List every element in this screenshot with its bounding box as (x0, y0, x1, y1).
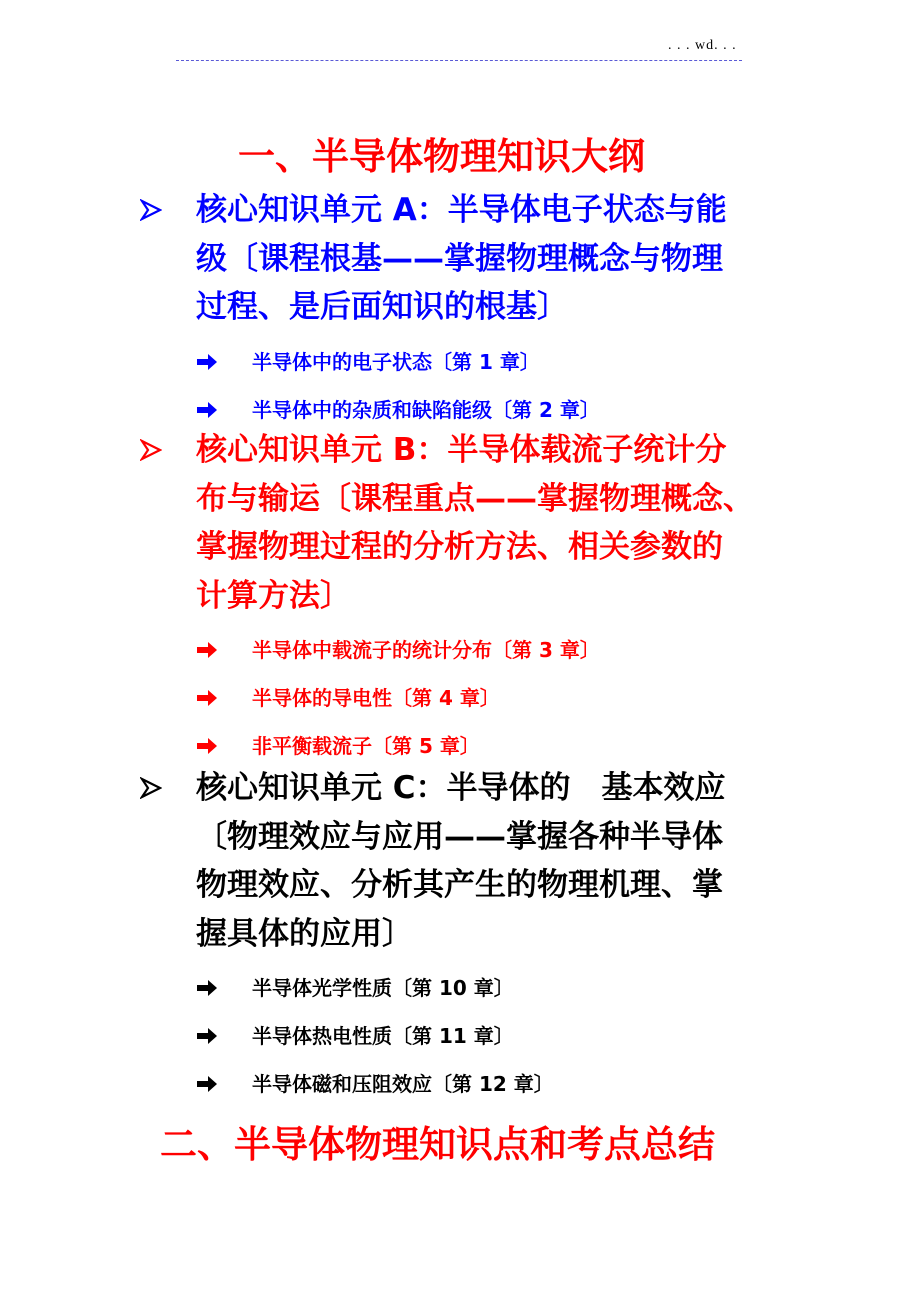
unit-b-line-1: 核心知识单元 B：半导体载流子统计分 (196, 432, 727, 468)
outline-title: 一、半导体物理知识大纲 (238, 135, 645, 178)
unit-b-heading (140, 426, 800, 620)
header-divider (176, 60, 742, 61)
list-item (140, 1012, 800, 1060)
unit-b-line-4: 计算方法〕 (196, 577, 351, 614)
hollow-arrow-bullet-icon (140, 426, 174, 474)
unit-c-line-2: 〔物理效应与应用——掌握各种半导体 (196, 818, 723, 855)
chapter-label: 半导体中载流子的统计分布〔第 3 章〕 (252, 638, 600, 662)
unit-c-line-1: 核心知识单元 C：半导体的 基本效应 (196, 770, 726, 806)
chapter-label: 半导体磁和压阻效应〔第 12 章〕 (252, 1072, 554, 1096)
chapter-label: 非平衡载流子〔第 5 章〕 (252, 734, 480, 758)
arrow-right-icon (196, 737, 218, 755)
list-item (140, 722, 800, 770)
unit-c-heading (140, 764, 800, 958)
arrow-right-icon (196, 641, 218, 659)
chapter-label: 半导体中的电子状态〔第 1 章〕 (252, 349, 540, 374)
unit-b-line-3: 掌握物理过程的分析方法、相关参数的 (196, 529, 723, 565)
knowledge-unit-a (140, 186, 800, 434)
header-mark: . . . wd. . . (668, 38, 737, 53)
list-item (140, 674, 800, 722)
unit-b-line-2: 布与输运〔课程重点——掌握物理概念、 (196, 480, 754, 517)
hollow-arrow-bullet-icon (140, 764, 174, 812)
list-item (140, 338, 800, 386)
summary-title: 二、半导体物理知识点和考点总结 (160, 1123, 715, 1166)
unit-a-heading (140, 186, 800, 332)
list-item (140, 626, 800, 674)
unit-a-line-3: 过程、是后面知识的根基〕 (196, 289, 568, 325)
hollow-arrow-bullet-icon (140, 186, 174, 234)
chapter-label: 半导体热电性质〔第 11 章〕 (252, 1024, 514, 1048)
knowledge-unit-b (140, 426, 800, 770)
arrow-right-icon (196, 353, 218, 371)
knowledge-unit-c (140, 764, 800, 1108)
chapter-label: 半导体中的杂质和缺陷能级〔第 2 章〕 (252, 397, 600, 422)
arrow-right-icon (196, 1075, 218, 1093)
unit-b-chapter-list (140, 626, 800, 770)
unit-a-line-1: 核心知识单元 A：半导体电子状态与能 (196, 192, 727, 228)
list-item (140, 964, 800, 1012)
list-item (140, 1060, 800, 1108)
unit-c-line-4: 握具体的应用〕 (196, 915, 413, 952)
unit-a-line-2: 级〔课程根基——掌握物理概念与物理 (196, 240, 723, 277)
arrow-right-icon (196, 979, 218, 997)
arrow-right-icon (196, 1027, 218, 1045)
arrow-right-icon (196, 401, 218, 419)
unit-a-chapter-list (140, 338, 800, 434)
unit-c-line-3: 物理效应、分析其产生的物理机理、掌 (196, 867, 723, 903)
arrow-right-icon (196, 689, 218, 707)
unit-c-chapter-list (140, 964, 800, 1108)
chapter-label: 半导体光学性质〔第 10 章〕 (252, 976, 514, 1000)
chapter-label: 半导体的导电性〔第 4 章〕 (252, 686, 500, 710)
